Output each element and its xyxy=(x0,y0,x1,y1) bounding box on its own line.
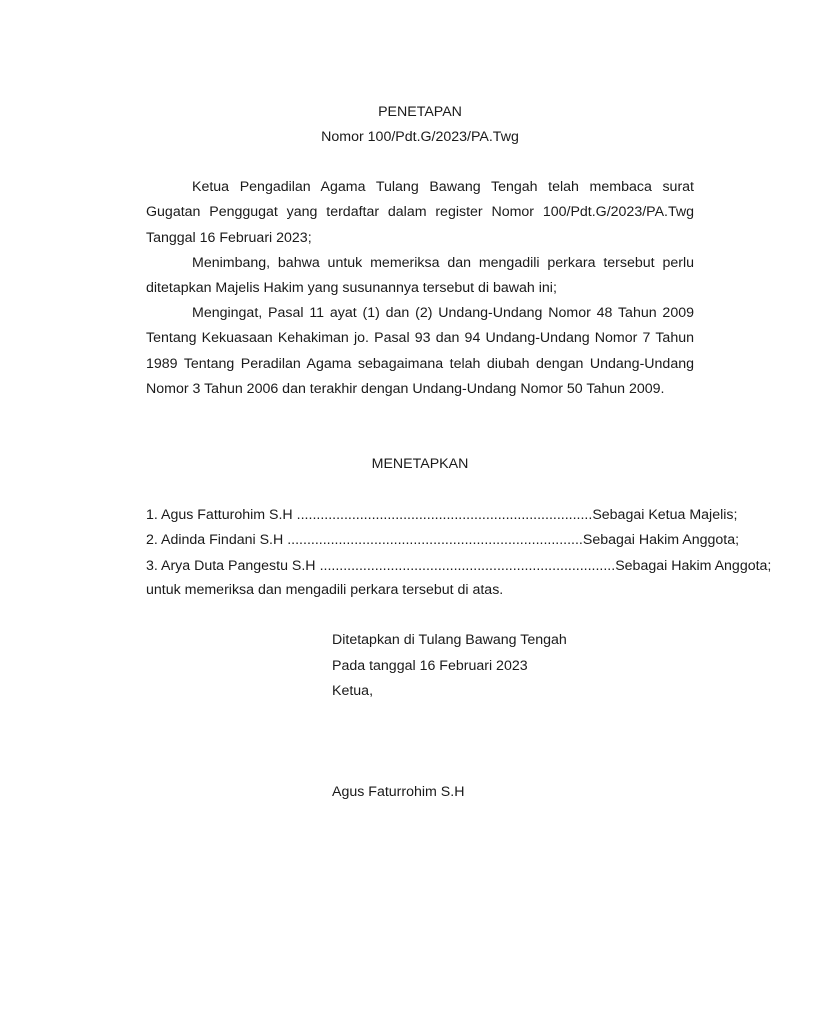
panel-member-name: 3. Arya Duta Pangestu S.H xyxy=(146,557,316,574)
dot-leader: ........................................................................... xyxy=(319,557,616,574)
panel-member-role: Sebagai Ketua Majelis; xyxy=(592,507,738,523)
place-line: Ditetapkan di Tulang Bawang Tengah xyxy=(332,632,567,648)
paragraph-reading: Ketua Pengadilan Agama Tulang Bawang Tengah telah membaca surat Gugatan Penggugat yang terdaftar dalam register Nomor 100/Pdt.G/2023/PA.Twg Tanggal 16 Februari 2023; xyxy=(146,179,694,246)
paragraph-recalling: Mengingat, Pasal 11 ayat (1) dan (2) Undang-Undang Nomor 48 Tahun 2009 Tentang Kekuasaan Kehakiman jo. Pasal 93 dan 94 Undang-Undang Nomor 7 Tahun 1989 Tentang Peradilan Agama sebagaimana telah diubah dengan Undang-Undang Nomor 3 Tahun 2006 dan terakhir dengan Undang-Undang Nomor 50 Tahun 2009. xyxy=(146,305,694,397)
position-line: Ketua, xyxy=(332,683,374,699)
purpose-line: untuk memeriksa dan mengadili perkara tersebut di atas. xyxy=(146,582,504,598)
panel-list xyxy=(146,503,772,579)
panel-member-name: 1. Agus Fatturohim S.H xyxy=(146,507,293,523)
signatory-name: Agus Faturrohim S.H xyxy=(332,784,465,800)
dot-leader: ........................................................................... xyxy=(287,532,583,549)
panel-member xyxy=(146,554,772,579)
panel-member xyxy=(146,503,738,528)
decision-heading: MENETAPKAN xyxy=(371,456,469,472)
panel-member xyxy=(146,528,740,553)
panel-member-role: Sebagai Hakim Anggota; xyxy=(615,557,772,574)
paragraph-considering: Menimbang, bahwa untuk memeriksa dan mengadili perkara tersebut perlu ditetapkan Majelis Hakim yang susunannya tersebut di bawah ini; xyxy=(146,255,694,297)
document-number: Nomor 100/Pdt.G/2023/PA.Twg xyxy=(321,129,519,145)
document-title: PENETAPAN xyxy=(378,104,462,120)
dot-leader: ........................................................................... xyxy=(296,507,593,523)
panel-member-role: Sebagai Hakim Anggota; xyxy=(582,532,740,549)
date-line: Pada tanggal 16 Februari 2023 xyxy=(332,658,528,674)
panel-member-name: 2. Adinda Findani S.H xyxy=(146,532,284,549)
